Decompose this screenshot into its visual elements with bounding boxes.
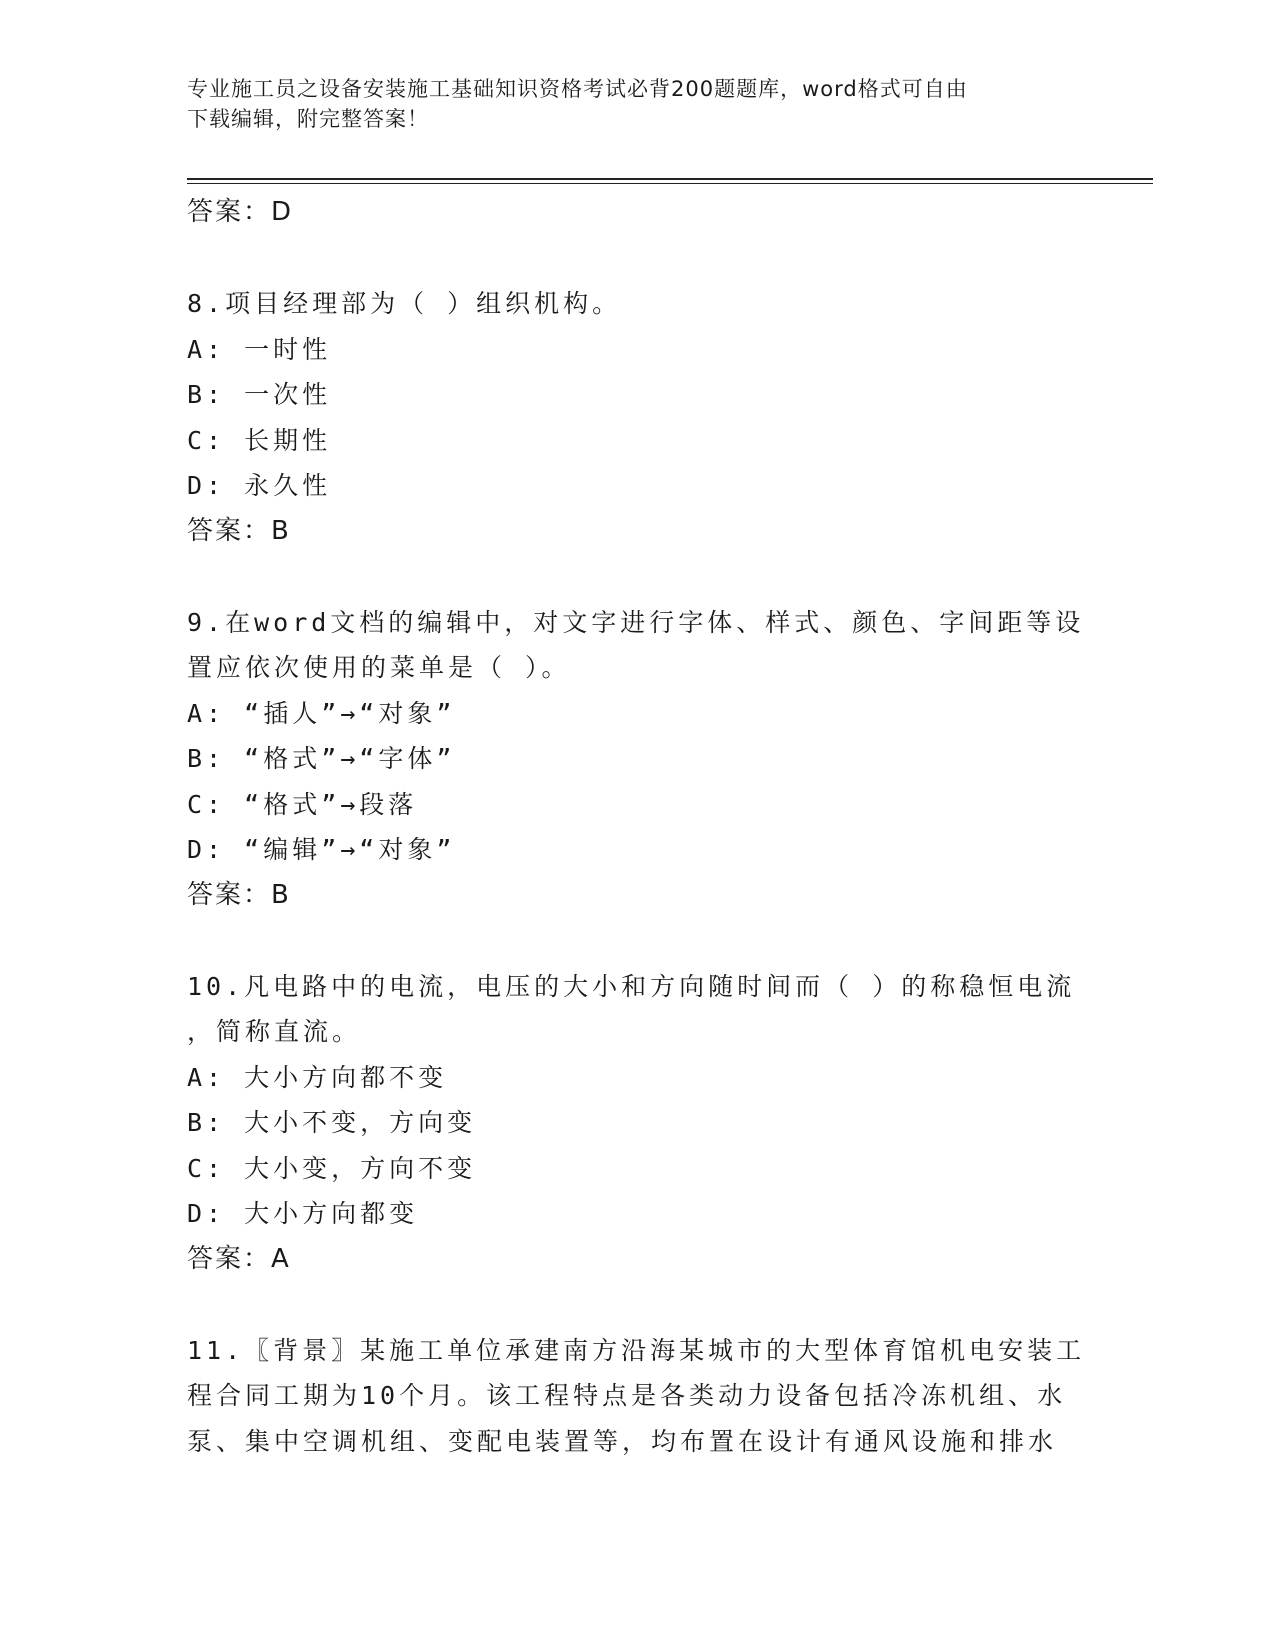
option-b: B: 大小不变，方向变 (187, 1108, 477, 1137)
spacer (187, 1282, 1087, 1328)
option-b: B: 一次性 (187, 380, 332, 409)
question-stem-continued: 置应依次使用的菜单是（ ）。 (187, 653, 571, 682)
option-a: A: “插人”→“对象” (187, 698, 456, 728)
option-b: B: “格式”→“字体” (187, 744, 456, 773)
question-stem: 11.〖背景〗某施工单位承建南方沿海某城市的大型体育馆机电安装工 (187, 1335, 1086, 1365)
option-a: A: 一时性 (187, 334, 332, 364)
question-stem-continued: 泵、集中空调机组、变配电装置等，均布置在设计有通风设施和排水 (187, 1426, 1058, 1456)
option-c: C: 长期性 (187, 425, 332, 455)
question-stem-continued: 程合同工期为10个月。该工程特点是各类动力设备包括冷冻机组、水 (187, 1381, 1067, 1410)
question-stem: 8.项目经理部为（ ）组织机构。 (187, 289, 622, 318)
option-d: D: “编辑”→“对象” (187, 835, 456, 864)
header-divider-thick (187, 178, 1153, 180)
answer-label: 答案：B (187, 879, 291, 910)
option-d: D: 大小方向都变 (187, 1199, 419, 1228)
question-stem: 9.在word文档的编辑中，对文字进行字体、样式、颜色、字间距等设 (187, 607, 1085, 637)
question-stem-continued: ，简称直流。 (187, 1017, 362, 1046)
spacer (187, 236, 1087, 282)
option-a: A: 大小方向都不变 (187, 1062, 448, 1092)
previous-answer: 答案：D (187, 197, 294, 227)
spacer (187, 554, 1087, 600)
spacer (187, 918, 1087, 964)
question-item (187, 964, 1087, 1283)
question-item (187, 1328, 1087, 1465)
option-c: C: 大小变，方向不变 (187, 1153, 477, 1183)
header-line-1: 专业施工员之设备安装施工基础知识资格考试必背200题题库，word格式可自由 (187, 77, 968, 101)
question-item (187, 281, 1087, 554)
header-line-2: 下载编辑，附完整答案！ (187, 107, 429, 131)
option-d: D: 永久性 (187, 471, 332, 500)
document-header (187, 74, 1087, 134)
answer-label: 答案：B (187, 515, 291, 546)
option-c: C: “格式”→段落 (187, 789, 418, 819)
header-divider-thin (187, 183, 1153, 184)
answer-label: 答案：A (187, 1243, 291, 1274)
question-list (187, 190, 1087, 1464)
question-stem: 10.凡电路中的电流，电压的大小和方向随时间而（ ）的称稳恒电流 (187, 971, 1076, 1001)
question-item (187, 600, 1087, 919)
